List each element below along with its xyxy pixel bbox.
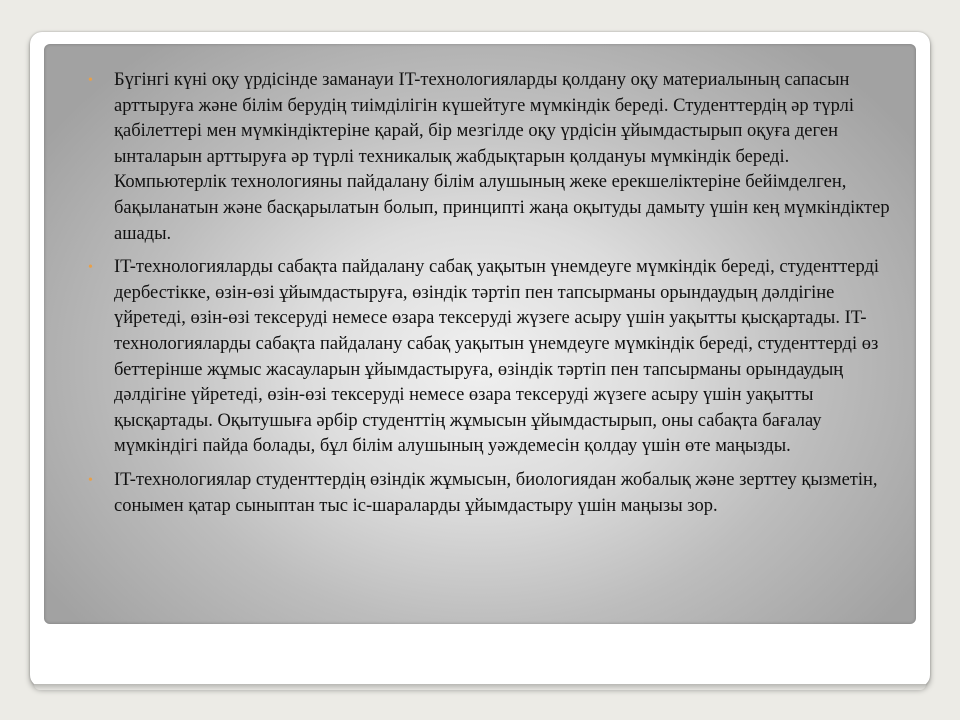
bullet-text-2: IT-технологияларды сабақта пайдалану сабақ уақытын үнемдеуге мүмкіндік береді, студенттерді дербестікке, өзін-өзі ұйымдастыруға, өзіндік тәртіп пен тапсырманы орындаудың дәлдігіне үйретеді, өзін-өзі тексеруді немесе өзара тексеруді жүзеге асыру үшін уақытты қысқартады. IT-технологияларды сабақта пайдалану сабақ уақытын үнемдеуге мүмкіндік береді, студенттерді өз беттерінше жұмыс жасауларын ұйымдастыруға, өзіндік тәртіп пен тапсырманы орындаудың дәлдігіне үйретеді, өзін-өзі тексеруді немесе өзара тексеруді жүзеге асыру үшін уақытты қысқартады. Оқытушыға әрбір студенттің жұмысын ұйымдастырып, оны сабақта бағалау мүмкіндігі пайда болады, бұл білім алушының уәждемесін қолдау үшін өте маңызды. xyxy=(114,257,880,457)
bullet-marker-icon: • xyxy=(88,73,93,88)
slide-frame xyxy=(30,32,930,687)
bullet-item-2 xyxy=(88,255,892,460)
bullet-text-1: Бүгінгі күні оқу үрдісінде заманауи IT-технологияларды қолдану оқу материалының сапасын арттыруға және білім берудің тиімділігін күшейтуге мүмкіндік береді. Студенттердің әр түрлі қабілеттері мен мүмкіндіктеріне қарай, бір мезгілде оқу үрдісін ұйымдастырып оқуға деген ынталарын арттыруға әр түрлі техникалық жабдықтарын қолдануы мүмкіндік береді. Компьютерлік технологияны пайдалану білім алушының жеке ерекшеліктеріне бейімделген, бақыланатын және басқарылатын болып, принципті жаңа оқытуды дамыту үшін кең мүмкіндіктер ашады. xyxy=(114,70,890,244)
slide-bottom-edge xyxy=(34,684,926,690)
content-panel xyxy=(44,44,916,624)
bullet-marker-icon: • xyxy=(88,472,93,488)
bullet-marker-icon: • xyxy=(88,260,93,276)
bullet-list xyxy=(88,68,892,527)
bullet-item-3 xyxy=(88,468,892,519)
bullet-item-1 xyxy=(88,68,892,247)
bullet-text-3: IT-технологиялар студенттердің өзіндік жұмысын, биологиядан жобалық және зерттеу қызметін, сонымен қатар сыныптан тыс іс-шараларды ұйымдастыру үшін маңызы зор. xyxy=(114,469,878,516)
